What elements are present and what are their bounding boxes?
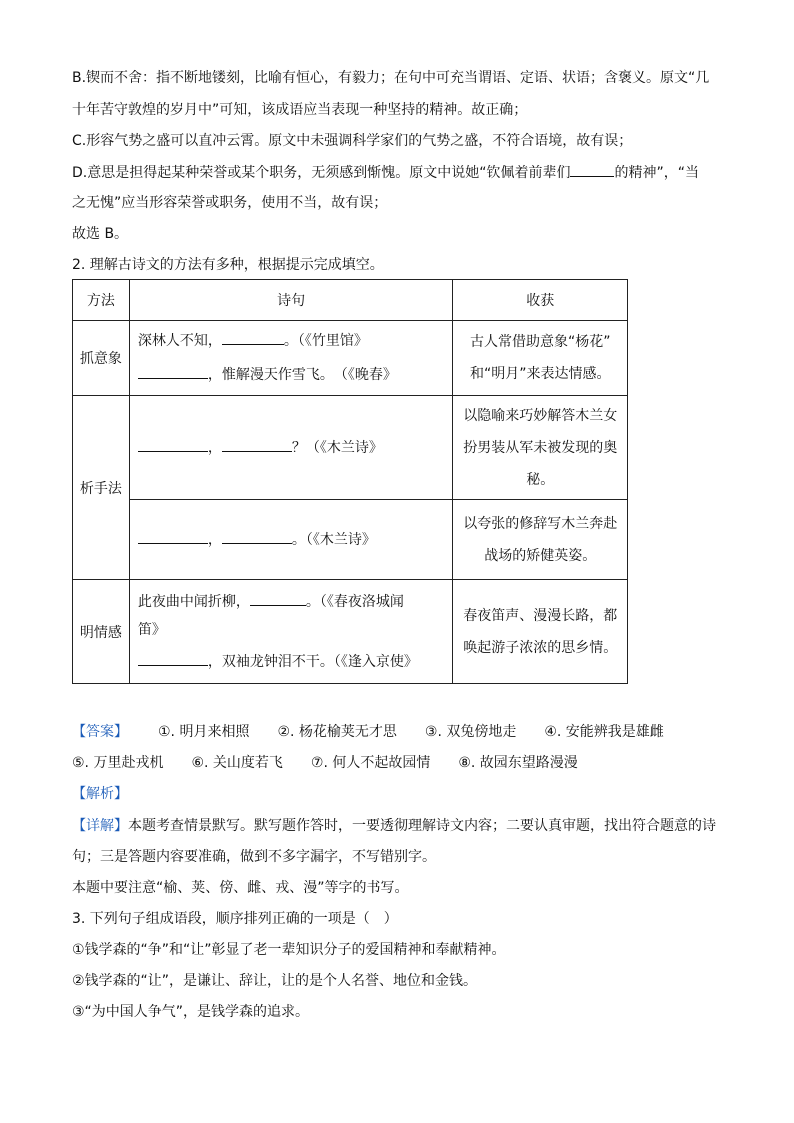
table-header-row xyxy=(73,280,628,321)
sentence-2: ②钱学森的“让”，是谦让、辞让，让的是个人名誉、地位和金钱。 xyxy=(72,973,478,989)
answer-item-4: ④. 安能辨我是雄雌 xyxy=(544,724,664,740)
answer-item-7: ⑦. 何人不起故园情 xyxy=(310,755,431,771)
verse-imagery: 深林人不知， 。（《竹里馆》 ，惟解漫天作雪飞。 （《晚春》 xyxy=(129,321,453,396)
conclusion-line: 故选 B。 xyxy=(72,226,129,242)
answer-item-6: ⑥. 关山度若飞 xyxy=(191,755,283,771)
method-technique: 析手法 xyxy=(73,396,130,580)
answer-blank-5[interactable] xyxy=(138,529,208,544)
detail-line-1: 【详解】本题考查情景默写。默写题作答时，一要透彻理解诗文内容；二要认真审题，找出符合题意的诗 xyxy=(72,818,716,834)
answer-blank-2[interactable] xyxy=(138,364,208,379)
answer-item-1: ①. 明月来相照 xyxy=(158,724,250,740)
header-method: 方法 xyxy=(73,280,130,321)
method-emotion: 明情感 xyxy=(73,580,130,684)
answer-label: 【答案】 xyxy=(72,724,128,740)
gain-imagery: 古人常借助意象“杨花” 和“明月”来表达情感。 xyxy=(453,321,628,396)
answer-blank-8[interactable] xyxy=(138,651,208,666)
answer-item-2: ②. 杨花榆荚无才思 xyxy=(277,724,397,740)
answer-blank-7[interactable] xyxy=(250,591,306,606)
detail-line-2: 句；三是答题内容要准确，做到不多字漏字，不写错别字。 xyxy=(72,849,436,865)
option-d-line-1 xyxy=(72,162,699,183)
answer-item-8: ⑧. 故园东望路漫漫 xyxy=(458,755,578,771)
table-row-technique-b xyxy=(73,500,628,580)
question-3-stem: 3. 下列句子组成语段，顺序排列正确的一项是（ ） xyxy=(72,911,398,927)
table-row-technique-a xyxy=(73,396,628,500)
verse-emotion: 此夜曲中闻折柳， 。（《春夜洛城闻 笛》 ，双袖龙钟泪不干。（《逢入京使》 xyxy=(129,580,453,684)
sentence-1: ①钱学森的“争”和“让”彰显了老一辈知识分子的爱国精神和奉献精神。 xyxy=(72,942,506,958)
answer-item-3: ③. 双兔傍地走 xyxy=(424,724,517,740)
detail-label: 【详解】 xyxy=(72,818,128,834)
gain-technique-a: 以隐喻来巧妙解答木兰女 扮男装从军未被发现的奥 秘。 xyxy=(453,396,628,500)
option-d-text-b: 的精神”，“当 xyxy=(614,165,699,181)
header-verse: 诗句 xyxy=(129,280,453,321)
answer-line-2 xyxy=(72,753,578,773)
option-b-line-1: B.锲而不舍：指不断地镂刻，比喻有恒心，有毅力；在句中可充当谓语、定语、状语；含褒义。原文“几 xyxy=(72,70,710,86)
poem-table xyxy=(72,279,628,684)
note-line: 本题中要注意“榆、荚、傍、雌、戎、漫”等字的书写。 xyxy=(72,880,409,896)
verse-technique-b: ， 。（《木兰诗》 xyxy=(129,500,453,580)
gain-emotion: 春夜笛声、漫漫长路，都 唤起游子浓浓的思乡情。 xyxy=(453,580,628,684)
table-row-emotion xyxy=(73,580,628,684)
answer-item-5: ⑤. 万里赴戎机 xyxy=(72,755,164,771)
verse-technique-a: ， ？（《木兰诗》 xyxy=(129,396,453,500)
header-gain: 收获 xyxy=(453,280,628,321)
answer-blank-6[interactable] xyxy=(222,529,292,544)
answer-blank-3[interactable] xyxy=(138,437,208,452)
sentence-3: ③“为中国人争气”，是钱学森的追求。 xyxy=(72,1004,310,1020)
option-c-line: C.形容气势之盛可以直冲云霄。原文中未强调科学家们的气势之盛，不符合语境，故有误； xyxy=(72,133,633,149)
method-imagery: 抓意象 xyxy=(73,321,130,396)
analysis-label: 【解析】 xyxy=(72,786,128,802)
option-b-line-2: 十年苦守敦煌的岁月中”可知，该成语应当表现一种坚持的精神。故正确； xyxy=(72,102,528,118)
option-d-blank xyxy=(570,162,614,177)
question-2-stem: 2. 理解古诗文的方法有多种，根据提示完成填空。 xyxy=(72,257,384,273)
answer-blank-1[interactable] xyxy=(222,330,284,345)
option-d-text-a: D.意思是担得起某种荣誉或某个职务，无须感到惭愧。原文中说她“钦佩着前辈们 xyxy=(72,165,571,181)
option-d-line-2: 之无愧”应当形容荣誉或职务，使用不当，故有误； xyxy=(72,195,388,211)
answer-line-1 xyxy=(72,722,664,742)
table-row-imagery xyxy=(73,321,628,396)
gain-technique-b: 以夸张的修辞写木兰奔赴 战场的矫健英姿。 xyxy=(453,500,628,580)
answer-blank-4[interactable] xyxy=(222,437,292,452)
